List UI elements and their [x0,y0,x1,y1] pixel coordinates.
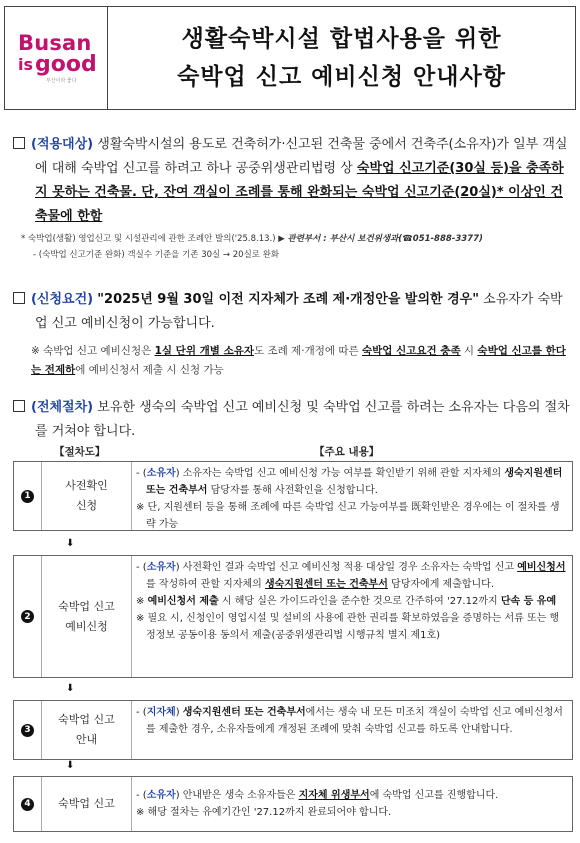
section-bold-text: "2025년 9월 30일 이전 지자체가 조례 제·개정안을 발의한 경우" [97,292,479,307]
section-bold-text: 숙박업 신고기준(30실 등)을 충족하지 못하는 건축물. 단, 잔여 객실이 조례를 통해 완화되는 숙박업 신고기준(20실)* 이상인 건축물에 한함 [35,161,564,224]
step-label: 숙박업 신고 [42,777,132,831]
title-box [108,7,575,109]
step-number [14,556,42,677]
actor-tag: 소유자 [146,468,176,479]
step-note: ※ 필요 시, 신청인이 영업시설 및 설비의 사용에 관한 권리를 확보하였음을 증명하는 서류 또는 행정정보 공동이용 동의서 제출(공중위생관리법 시행규칙 별지 제1호) [136,613,560,641]
step-line: - (소유자) 안내받은 생숙 소유자들은 지자체 위생부서에 숙박업 신고를 진행합니다. [136,790,499,801]
step-bold: 생숙지원센터 또는 건축부서 [264,579,388,590]
step-bold: 예비신청서 [517,562,566,573]
section-subnote: - (숙박업 신고기준 완화) 객실수 기준을 기존 30실 → 20실로 완화 [33,250,280,260]
checkbox-square-icon [13,137,25,149]
busan-logo [5,7,108,109]
step-line: - (소유자) 소유자는 숙박업 신고 예비신청 가능 여부를 확인받기 위해 관할 지자체의 생숙지원센터 또는 건축부서 담당자를 통해 사전확인을 신청합니다. [136,468,563,496]
step-number-badge: 3 [21,724,34,737]
step-content [132,556,572,677]
logo-busan-text: Busan [18,31,92,55]
step-number-badge: 4 [21,798,34,811]
step-note: ※ 단, 지원센터 등을 통해 조례에 따른 숙박업 신고 가능여부를 既확인받은 경우에는 이 절차를 생략 가능 [136,502,560,530]
note-bold: 1실 단위 개별 소유자 [154,345,254,357]
section-tag: (전체절차) [31,400,94,415]
section-note [13,342,573,380]
procedure-step-1 [13,461,573,531]
step-note: ※ 해당 절차는 유예기간인 '27.12까지 완료되어야 합니다. [136,807,392,818]
step-content [132,701,572,759]
actor-tag: 소유자 [146,790,176,801]
logo-is-text: is [18,55,34,74]
procedure-col-content: 【주요 내용】 [314,446,380,458]
step-number [14,701,42,759]
note-text: 시 [460,345,478,357]
step-number [14,462,42,530]
header [4,6,576,110]
step-bold: 단속 등 유예 [500,596,557,607]
section-text: 생활숙박시설의 용도로 건축허가·신고된 건축물 중에서 건축주(소유자)가 일부 객실에 대해 숙박업 신고를 하려고 하나 공중위생관리법령 상 [35,137,568,176]
step-content [132,777,572,831]
step-line: - (지자체) 생숙지원센터 또는 건축부서에서는 생숙 내 모든 미조치 객실이 숙박업 신고 예비신청서를 제출한 경우, 소유자들에게 개정된 조례에 맞춰 숙박업 신고를 하도록 안내합니다. [136,707,563,735]
down-arrow-icon: ⬇ [66,538,75,549]
procedure-step-4 [13,776,573,832]
page-title-line1: 생활숙박시설 합법사용을 위한 [181,26,502,52]
section-tag: (신청요건) [31,292,94,307]
step-bold: 생숙지원센터 또는 건축부서 [182,707,306,718]
step-bold: 지자체 위생부서 [298,790,370,801]
procedure-col-flow: 【절차도】 [54,446,106,458]
note-bold: 숙박업 신고를 한다는 전제하 [31,345,566,376]
page-title-line2: 숙박업 신고 예비신청 안내사항 [177,64,506,90]
logo-slogan: 부산이라 좋다 [46,78,77,84]
step-number-badge: 1 [21,490,34,503]
section-procedure-body [13,396,573,444]
step-bold: 생숙지원센터 또는 건축부서 [146,468,563,496]
down-arrow-icon: ⬇ [66,760,75,771]
section-text: 소유자가 숙박업 신고 예비신청이 가능합니다. [35,292,563,331]
step-line: - (소유자) 사전확인 결과 숙박업 신고 예비신청 적용 대상일 경우 소유자는 숙박업 신고 예비신청서를 작성하여 관할 지자체의 생숙지원센터 또는 건축부서 담당자에게 제출합니다. [136,562,566,590]
section-text: 보유한 생숙의 숙박업 신고 예비신청 및 숙박업 신고를 하려는 소유자는 다음의 절차를 거쳐야 합니다. [35,400,570,439]
section-target-body [13,133,573,229]
step-bold: 예비신청서 제출 [147,596,219,607]
step-note: ※ 예비신청서 제출 시 해당 실은 가이드라인을 준수한 것으로 간주하여 '27.12까지 단속 등 유예 [136,596,557,607]
step-content [132,462,572,530]
down-arrow-icon: ⬇ [66,683,75,694]
section-footnote [13,231,573,247]
step-label: 사전확인 신청 [42,462,132,530]
note-text: 에 예비신청서 제출 시 신청 가능 [75,364,224,376]
footnote-dept: 관련부서 : 부산시 보건위생과(☎051-888-3377) [287,234,483,244]
step-label: 숙박업 신고 예비신청 [42,556,132,677]
logo-line2 [18,54,107,76]
section-requirement-body [13,288,573,336]
checkbox-square-icon [13,400,25,412]
section-procedure [13,396,573,444]
section-tag: (적용대상) [31,137,94,152]
step-number-badge: 2 [21,610,34,623]
note-text: ※ 숙박업 신고 예비신청은 [31,345,155,357]
step-number [14,777,42,831]
procedure-step-3 [13,700,573,760]
section-requirement [13,288,573,380]
step-label: 숙박업 신고 안내 [42,701,132,759]
actor-tag: 소유자 [146,562,176,573]
actor-tag: 지자체 [146,707,176,718]
checkbox-square-icon [13,292,25,304]
logo-good-text: good [35,52,97,77]
note-text: 도 조례 제·개정에 따른 [254,345,362,357]
section-target [13,133,573,263]
procedure-step-2 [13,555,573,678]
note-bold: 숙박업 신고요건 충족 [361,345,461,357]
footnote-text: * 숙박업(생활) 영업신고 및 시설관리에 관한 조례안 발의('25.8.13.) ▶ [21,234,288,244]
